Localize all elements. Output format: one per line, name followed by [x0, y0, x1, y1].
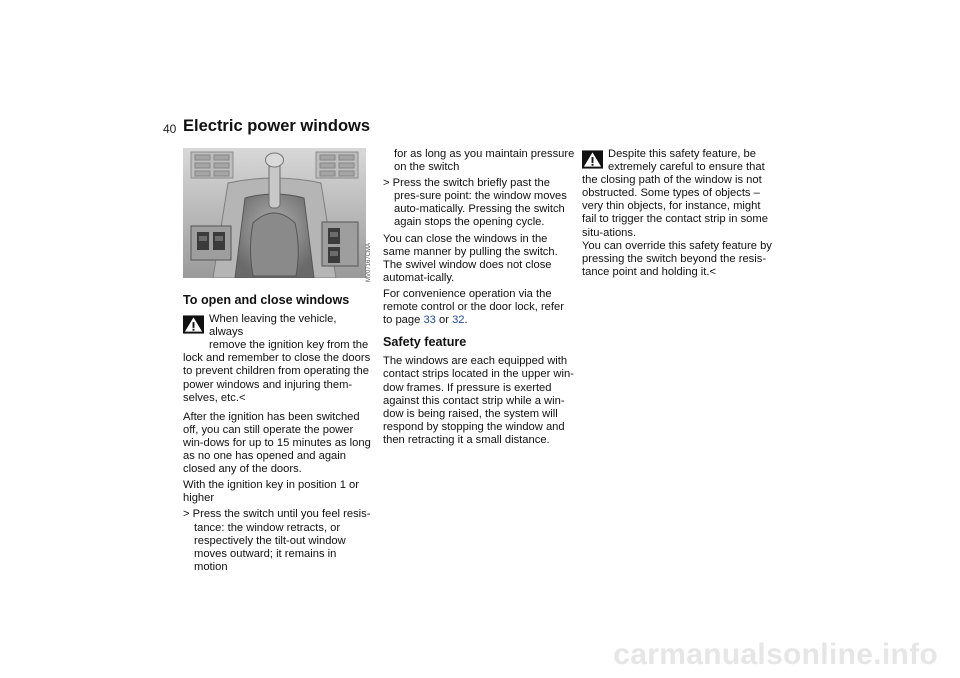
watermark: carmanualsonline.info [613, 638, 938, 671]
page-link-33[interactable]: 33 [423, 314, 436, 327]
warning-rest: lock and remember to close the doors to prevent children from operating the power windows and injuring them-selves, etc. [183, 352, 371, 404]
paragraph: The windows are each equipped with contact strips located in the upper win-dow frames. If pressure is exerted against this contact strip while a win-dow is being raised, the system will respond by stopping the window and then retracting it a small distance. [383, 355, 574, 446]
end-mark: < [709, 265, 717, 278]
warning-block-2 [582, 148, 777, 240]
column-1 [183, 294, 373, 577]
paragraph: You can close the windows in the same manner by pulling the switch. The swivel window does not close automat-ically. [383, 232, 558, 284]
bullet-text: Press the switch briefly past the pres-sure point: the window moves auto-matically. Pressing the switch again stops the opening cycle. [392, 177, 567, 229]
heading-safety-feature: Safety feature [383, 335, 467, 350]
warning-line-1: Despite this safety feature, be [608, 148, 757, 160]
paragraph: With the ignition key in position 1 or higher [183, 479, 359, 505]
text: For convenience operation via the remote control or the door lock, refer to page [383, 287, 564, 327]
bullet-item [383, 177, 576, 229]
end-mark: < [238, 391, 246, 404]
bullet-continuation: for as long as you maintain pressure on the switch [394, 148, 575, 174]
bullet-marker: > [183, 508, 190, 521]
warning-triangle-icon [582, 150, 603, 169]
photo-code: MV07167CMA [366, 242, 372, 282]
paragraph: After the ignition has been switched off, you can still operate the power win-dows for up to 15 minutes as long as no one has opened and again closed any of the doors. [183, 410, 371, 476]
text: or [439, 314, 449, 327]
warning-triangle-icon [183, 315, 204, 334]
text: You can override this safety feature by pressing the switch beyond the resis-tance point and holding it. [582, 239, 772, 278]
warning-line-2: extremely careful to ensure that [608, 161, 765, 174]
heading-open-close: To open and close windows [183, 293, 350, 307]
warning-line-2: remove the ignition key from the [209, 339, 369, 352]
text: . [464, 314, 468, 327]
bullet-item [183, 508, 373, 573]
warning-line-1: When leaving the vehicle, always [209, 313, 337, 339]
column-3 [582, 148, 777, 282]
column-2 [383, 148, 576, 450]
paragraph-override [582, 240, 777, 279]
page-title: Electric power windows [183, 117, 371, 135]
warning-text [183, 352, 373, 404]
page-number: 40 [163, 122, 177, 136]
page-link-32[interactable]: 32 [452, 314, 465, 327]
warning-rest: the closing path of the window is not obstructed. Some types of objects – very thin objects, for instance, might fail to trigger the contact strip in some situ-ations. [582, 174, 768, 239]
paragraph-convenience [383, 288, 576, 327]
bullet-marker: > [383, 177, 390, 190]
warning-block-1 [183, 313, 373, 405]
bullet-text: Press the switch until you feel resis-tance: the window retracts, or respectively the tilt-out window moves outward; it remains in motion [192, 508, 371, 573]
console-photo [183, 148, 366, 278]
